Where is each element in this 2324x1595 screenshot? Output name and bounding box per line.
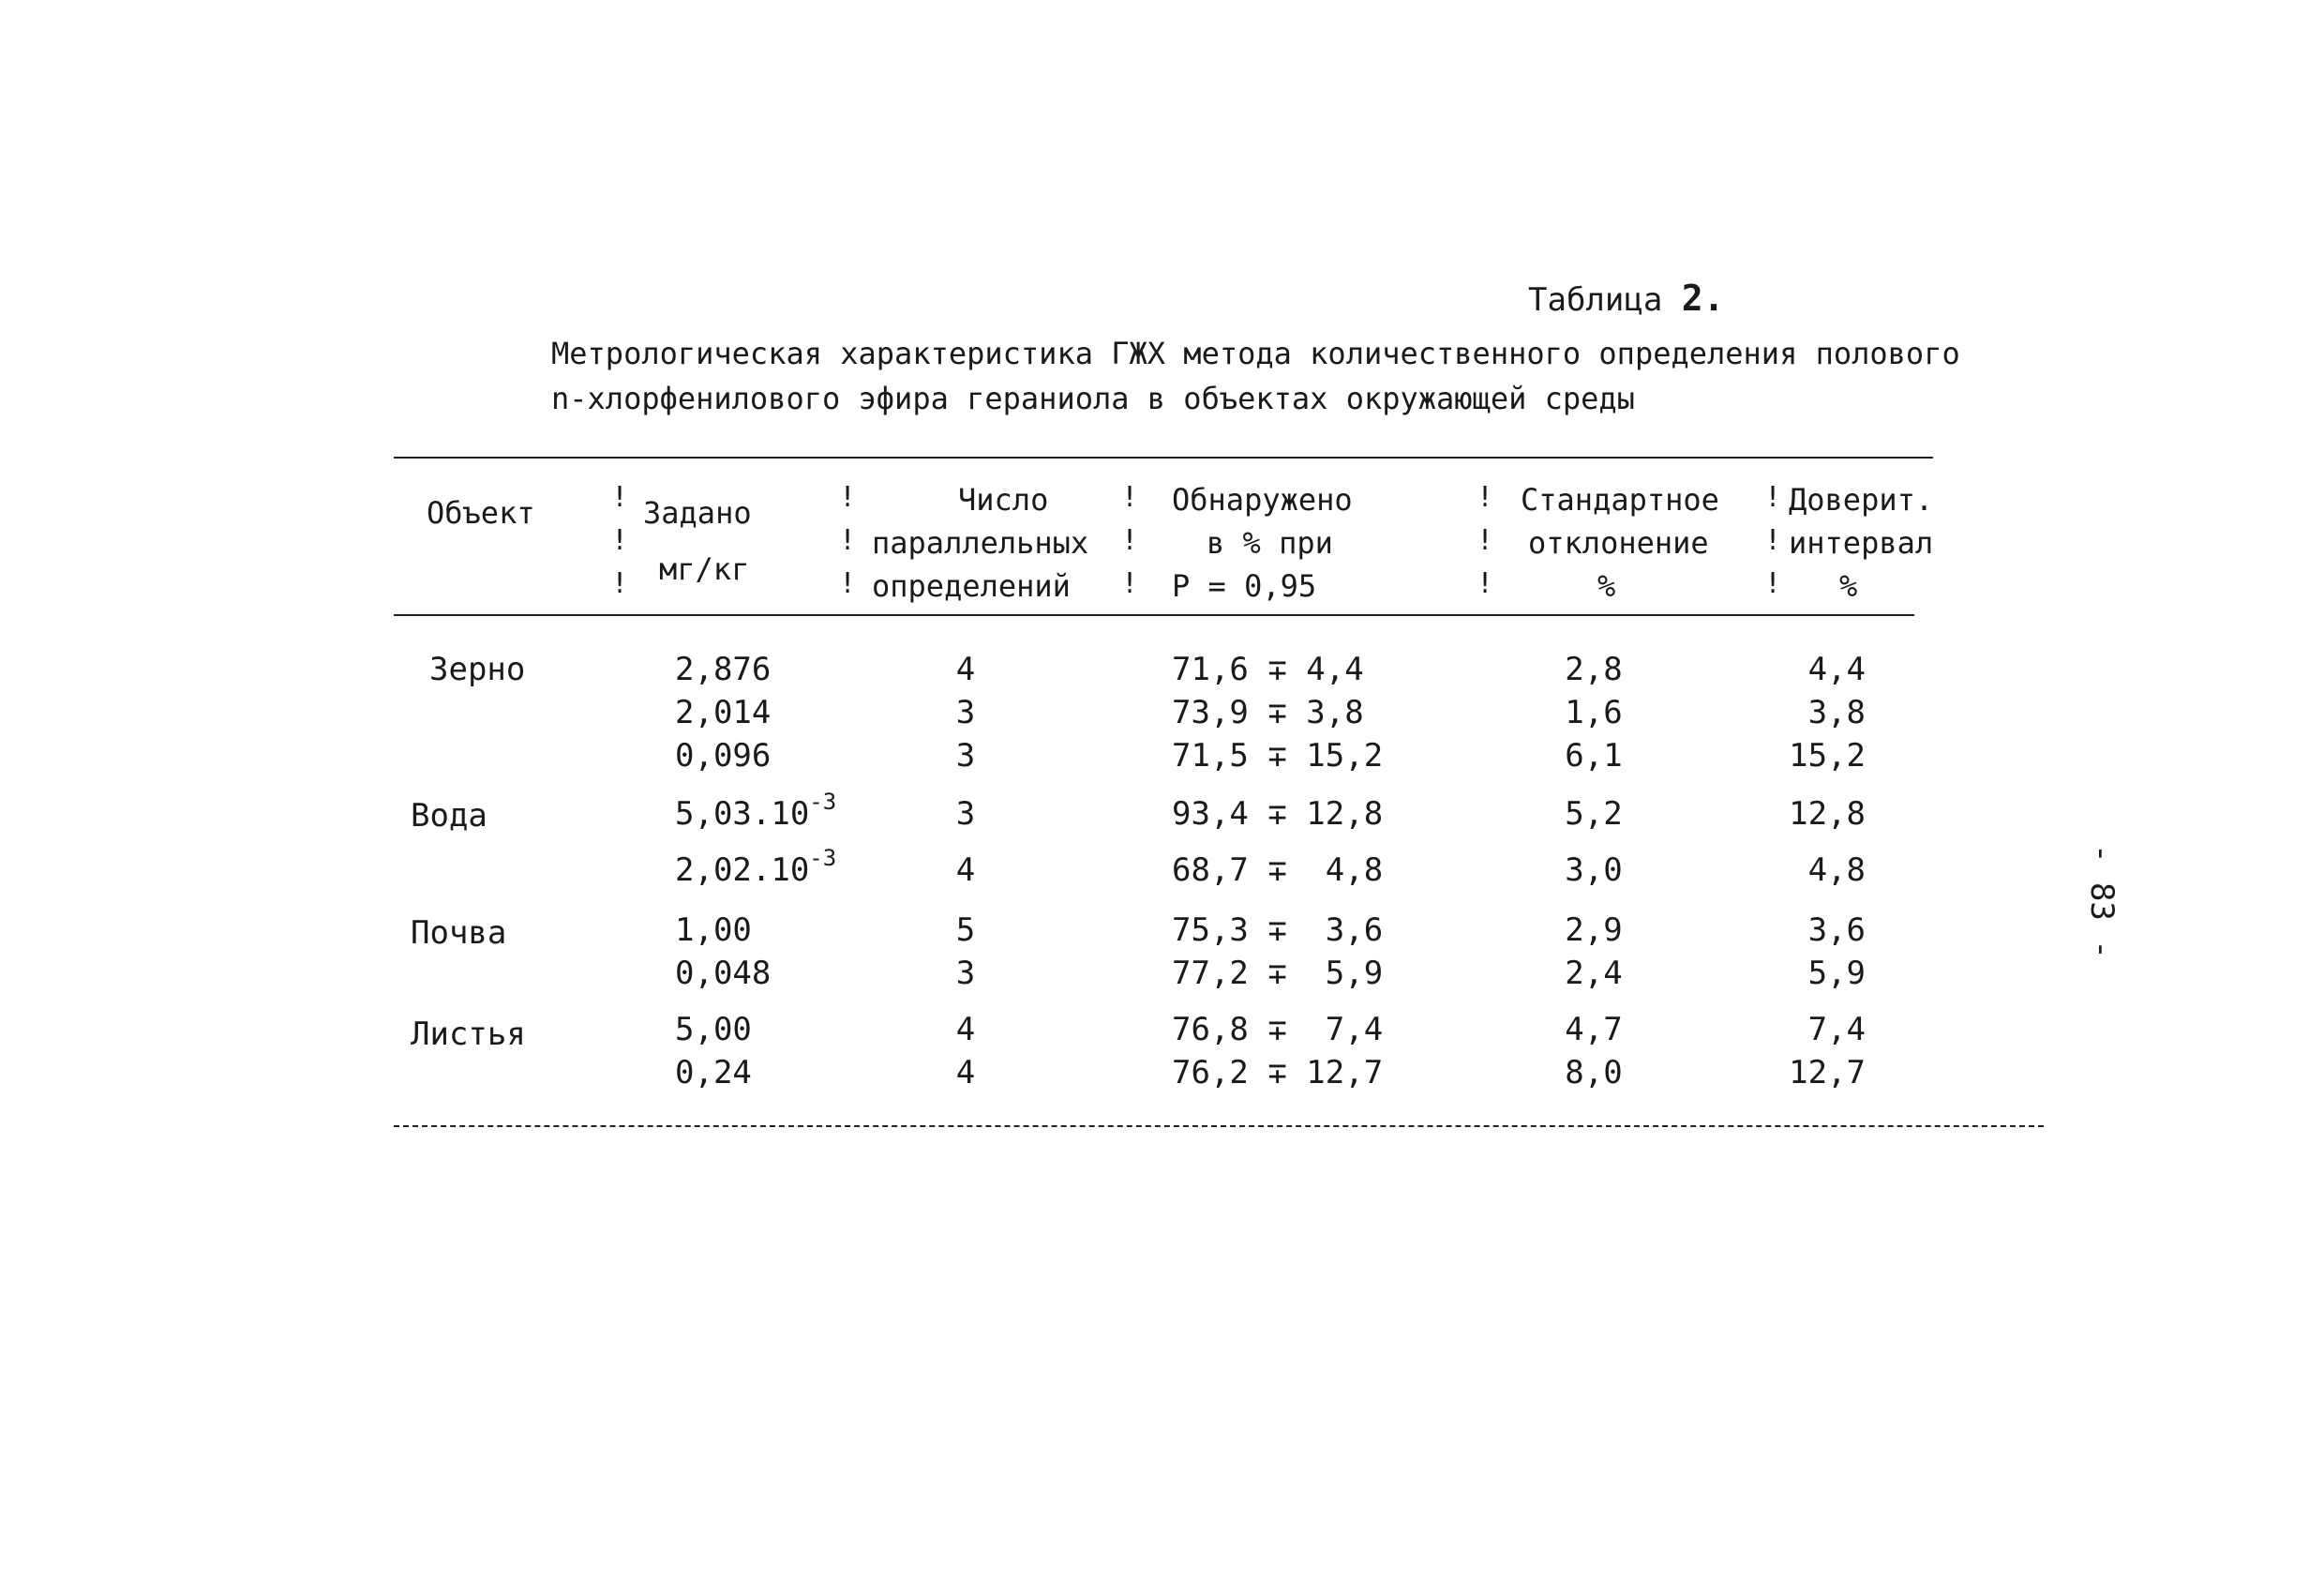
table-bottom-rule — [394, 1125, 2044, 1127]
header-separator: ! ! ! — [1764, 481, 1782, 600]
header-found-1: Обнаружено — [1172, 482, 1353, 518]
header-found-2: в % при — [1207, 525, 1333, 561]
header-std-1: Стандартное — [1521, 482, 1719, 518]
header-std-2: отклонение — [1528, 525, 1709, 561]
table-top-rule — [394, 457, 1933, 459]
header-bottom-rule — [394, 614, 1914, 616]
object-label: Листья — [411, 1016, 526, 1053]
header-separator: ! ! ! — [1477, 481, 1494, 600]
page-number: - 83 - — [2083, 844, 2121, 959]
header-interval-3: % — [1839, 568, 1858, 604]
header-parallels-1: Число — [958, 482, 1049, 518]
table-caption: Таблица 2. — [1528, 278, 1725, 319]
object-label: Зерно — [429, 651, 526, 688]
table-number: 2. — [1681, 278, 1725, 319]
header-object: Объект — [427, 495, 535, 531]
header-std-3: % — [1597, 568, 1616, 604]
header-given-1: Задано — [643, 495, 752, 531]
header-interval-2: интервал — [1789, 525, 1934, 561]
header-parallels-2: параллельных — [872, 525, 1089, 561]
header-separator: ! ! ! — [839, 481, 857, 600]
object-label: Вода — [411, 797, 487, 835]
header-parallels-3: определений — [872, 568, 1071, 604]
header-separator: ! ! ! — [1121, 481, 1139, 600]
table-title-line2: n-хлорфенилового эфира гераниола в объектах окружающей среды — [551, 381, 1635, 416]
header-interval-1: Доверит. — [1789, 482, 1934, 518]
header-given-2: мг/кг — [659, 551, 750, 587]
header-separator: ! ! ! — [611, 481, 629, 600]
object-label: Почва — [411, 914, 507, 952]
header-found-3: Р = 0,95 — [1172, 568, 1317, 604]
table-title-line1: Метрологическая характеристика ГЖХ метода количественного определения полового — [551, 336, 1960, 371]
